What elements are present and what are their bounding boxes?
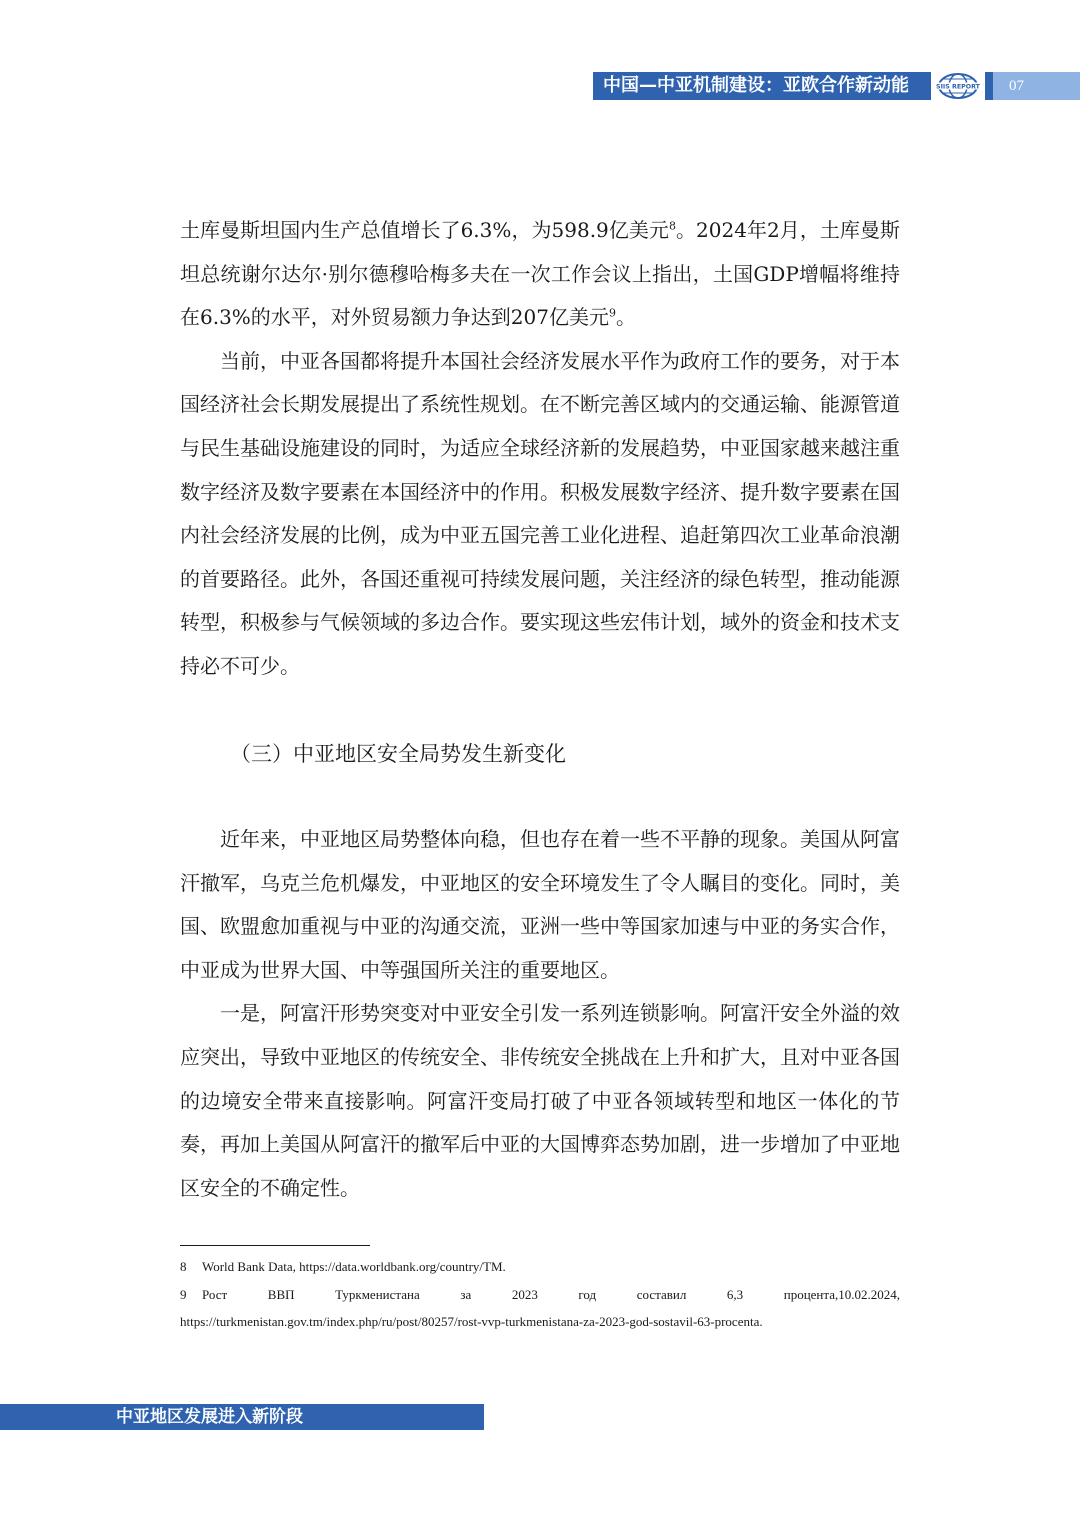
siis-logo [931,72,985,100]
running-header-title: 中国—中亚机制建设：亚欧合作新动能 [603,75,909,96]
page-number: 07 [1009,78,1024,94]
footer-bar [0,1404,484,1430]
paragraph-3: 近年来，中亚地区局势整体向稳，但也存在着一些不平静的现象。美国从阿富汗撤军，乌克兰危机爆发，中亚地区的安全环境发生了令人瞩目的变化。同时，美国、欧盟愈加重视与中亚的沟通交流，亚洲一些中等国家加速与中亚的务实合作，中亚成为世界大国、中等强国所关注的重要地区。 [180,827,900,982]
footnote-ref-9[interactable]: 9 [608,306,616,320]
globe-icon [936,73,980,99]
footnote-text[interactable]: Рост ВВП Туркменистана за 2023 год составил 6,3 процента,10.02.2024, https://turkmenistan.gov.tm/index.php/ru/post/80257/rost-vvp-turkmenistana-za-2023-god-sostavil-63-procenta. [180,1286,900,1329]
paragraph-2: 当前，中亚各国都将提升本国社会经济发展水平作为政府工作的要务，对于本国经济社会长期发展提出了系统性规划。在不断完善区域内的交通运输、能源管道与民生基础设施建设的同时，为适应全球经济新的发展趋势，中亚国家越来越注重数字经济及数字要素在本国经济中的作用。积极发展数字经济、提升数字要素在国内社会经济发展的比例，成为中亚五国完善工业化进程、追赶第四次工业革命浪潮的首要路径。此外，各国还重视可持续发展问题，关注经济的绿色转型，推动能源转型，积极参与气候领域的多边合作。要实现这些宏伟计划，域外的资金和技术支持必不可少。 [180,348,900,678]
footnote-text[interactable]: World Bank Data, https://data.worldbank.org/country/TM. [202,1259,506,1274]
header-bar [593,72,1080,100]
footnote-9 [180,1281,900,1336]
paragraph-1 [180,209,900,340]
body-section-1 [180,209,900,689]
paragraph-1-part-b: 。2024年2月，土库曼斯坦总统谢尔达尔·别尔德穆哈梅多夫在一次工作会议上指出，土国GDP增幅将维持在6.3%的水平，对外贸易额力争达到207亿美元 [180,218,900,330]
footnote-divider [180,1245,370,1246]
footnote-8 [180,1253,900,1281]
paragraph-1-part-c: 。 [615,305,636,330]
footnote-number: 9 [180,1286,187,1302]
body-section-2 [180,818,900,1210]
paragraph-1-part-a: 土库曼斯坦国内生产总值增长了6.3%，为598.9亿美元 [180,218,669,242]
footnote-number: 8 [180,1259,187,1274]
page-number-box [993,72,1080,100]
footnotes [180,1253,900,1336]
running-footer-title: 中亚地区发展进入新阶段 [116,1407,303,1427]
logo-text: SIIS REPORT [936,83,980,91]
paragraph-4: 一是，阿富汗形势突变对中亚安全引发一系列连锁影响。阿富汗安全外溢的效应突出，导致中亚地区的传统安全、非传统安全挑战在上升和扩大，且对中亚各国的边境安全带来直接影响。阿富汗变局打破了中亚各领域转型和地区一体化的节奏，再加上美国从阿富汗的撤军后中亚的大国博弈态势加剧，进一步增加了中亚地区安全的不确定性。 [180,1001,900,1200]
footnote-ref-8[interactable]: 8 [668,219,676,233]
section-heading: （三）中亚地区安全局势发生新变化 [230,742,566,766]
